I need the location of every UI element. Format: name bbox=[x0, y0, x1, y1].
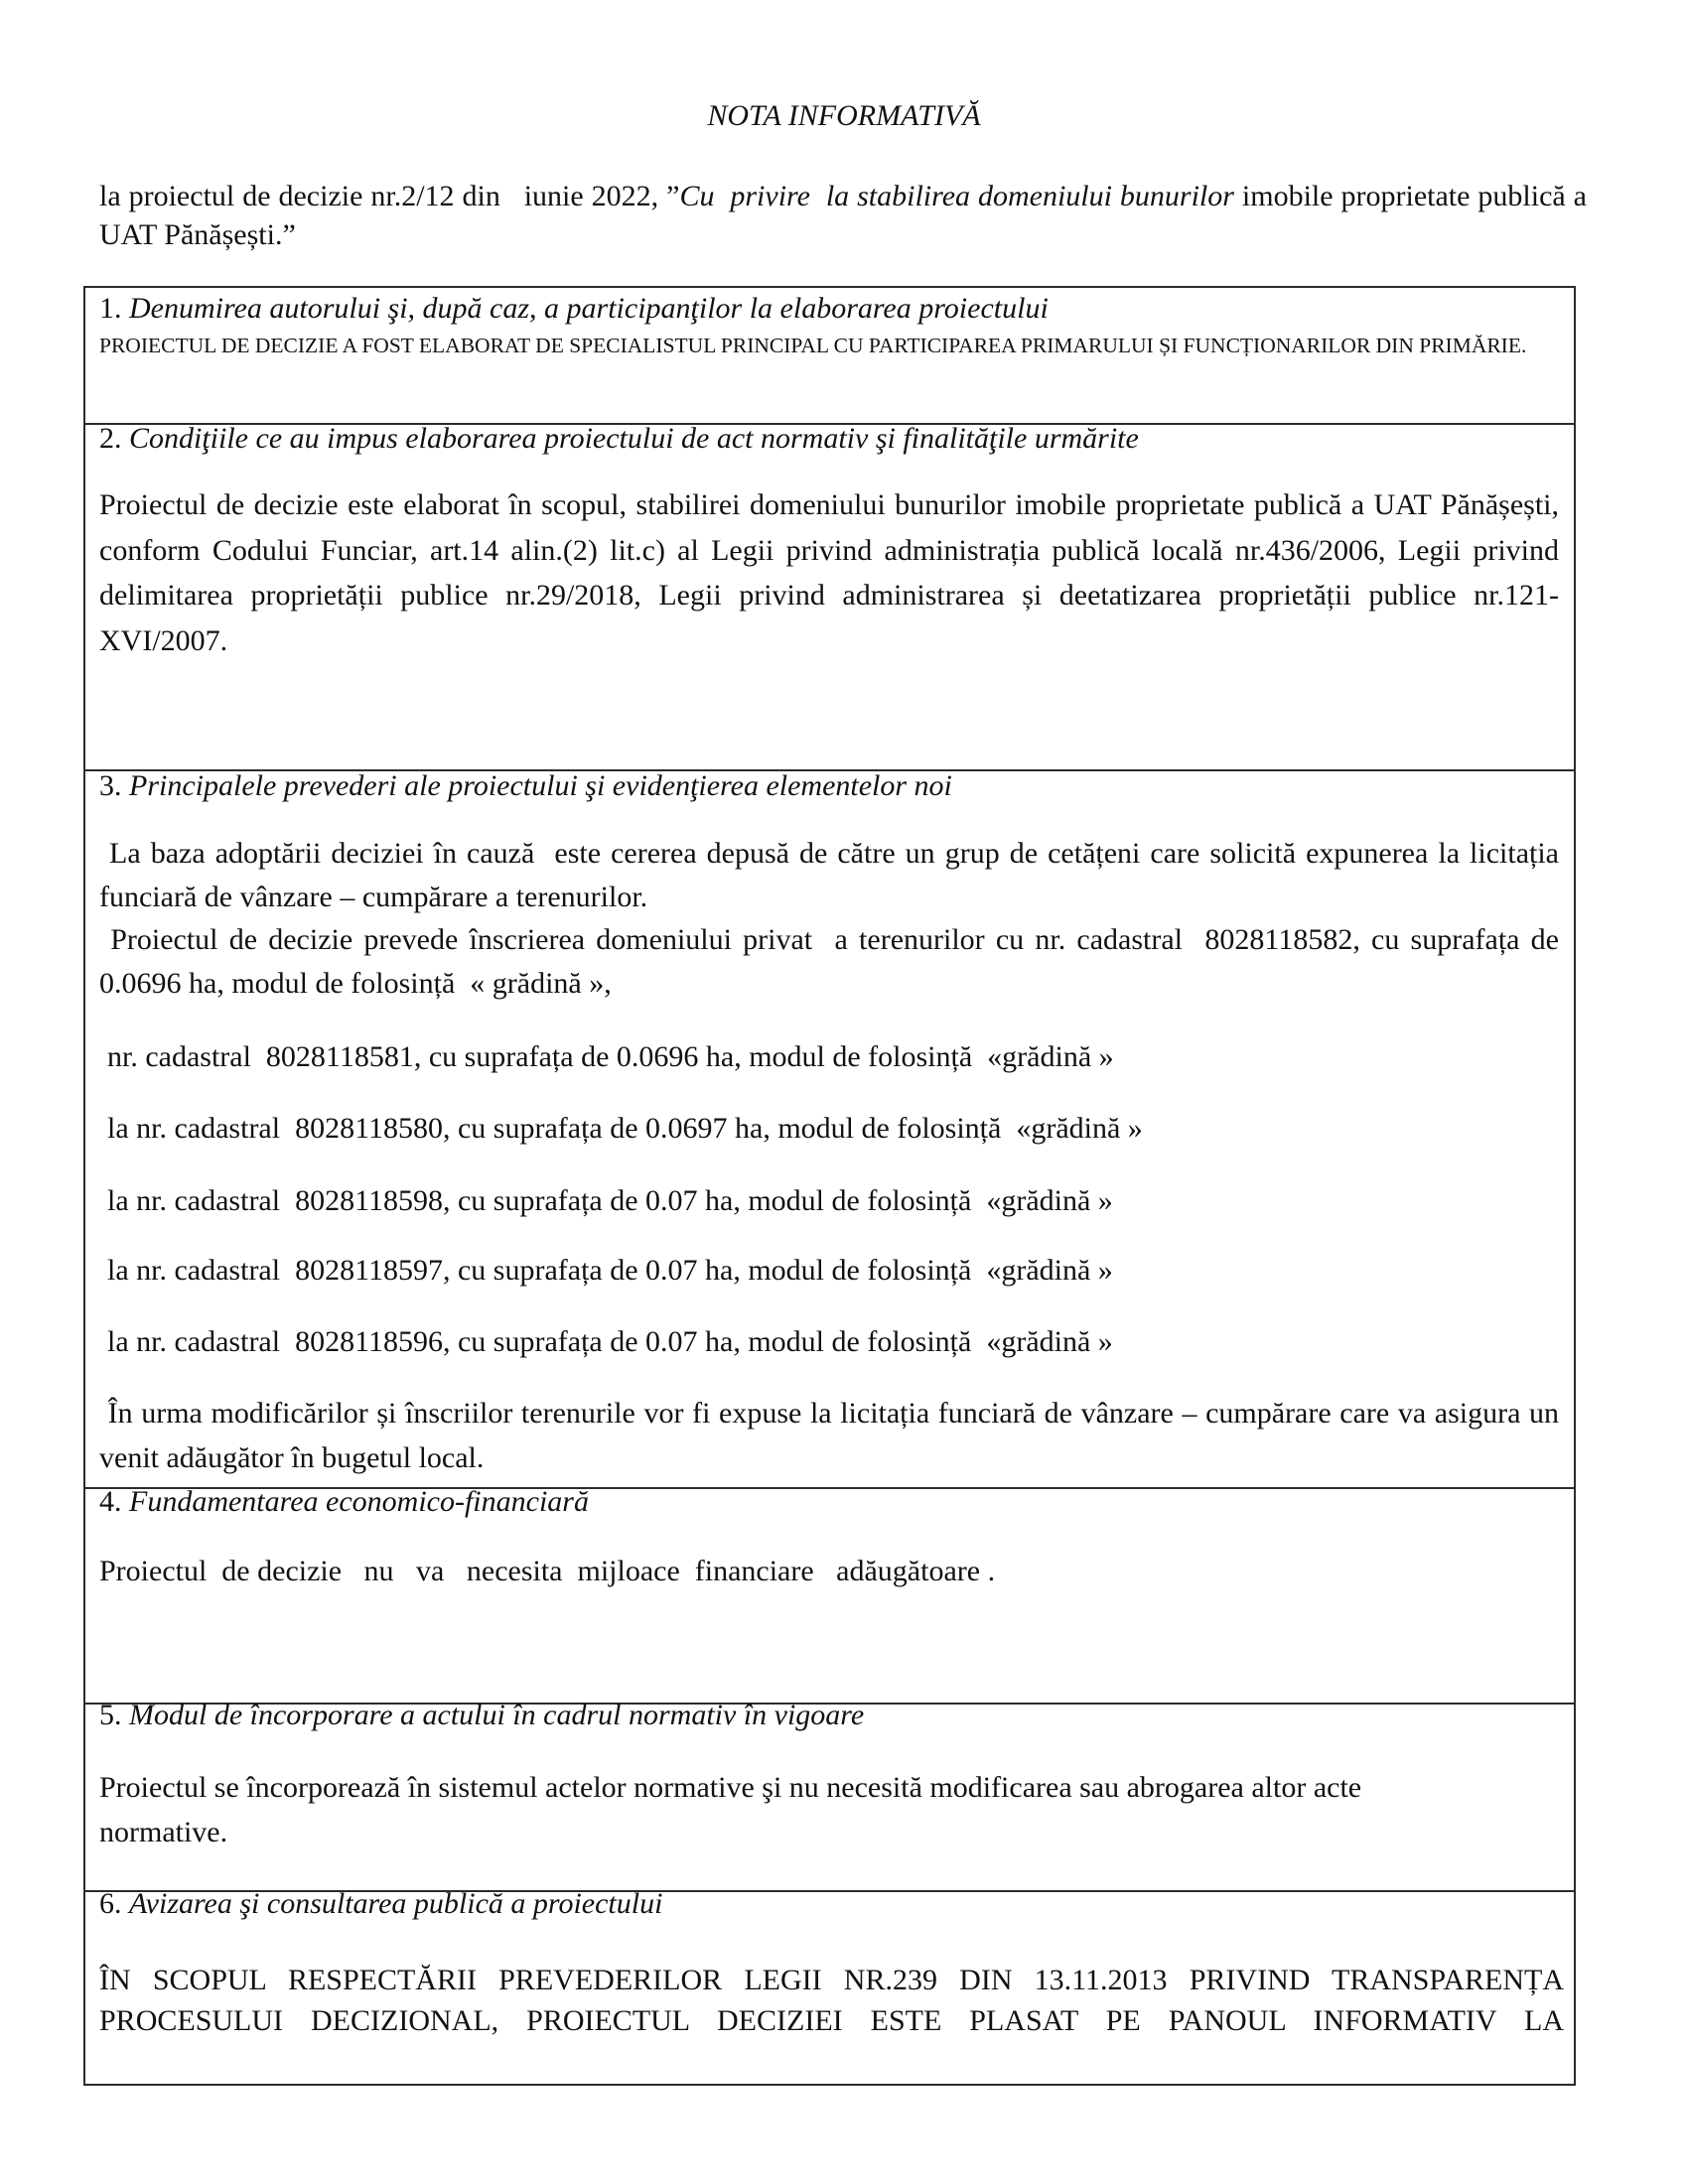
section-6-body: ÎN SCOPUL RESPECTĂRII PREVEDERILOR LEGII NR.239 DIN 13.11.2013 PRIVIND TRANSPARENȚA PROCESULUI DECIZIONAL, PROIECTUL DECIZIEI ESTE PLASAT PE PANOUL INFORMATIV LA bbox=[99, 1964, 1564, 2037]
section-number: 5. bbox=[99, 1699, 129, 1731]
section-4-heading bbox=[99, 1485, 589, 1519]
parcel-line: la nr. cadastral 8028118580, cu suprafața de 0.0697 ha, modul de folosință «grădină » bbox=[107, 1112, 1143, 1145]
section-title: Avizarea şi consultarea publică a proiectului bbox=[129, 1887, 663, 1920]
section-title: Denumirea autorului şi, după caz, a participanţilor la elaborarea proiectului bbox=[129, 292, 1049, 325]
section-title: Condiţiile ce au impus elaborarea proiectului de act normativ şi finalităţile urmărite bbox=[129, 422, 1139, 455]
parcel-line: la nr. cadastral 8028118598, cu suprafața de 0.07 ha, modul de folosință «grădină » bbox=[107, 1184, 1113, 1217]
section-title: Principalele prevederi ale proiectului şi evidenţierea elementelor noi bbox=[129, 769, 952, 802]
section-3-paragraph-2: Proiectul de decizie prevede înscrierea domeniului privat a terenurilor cu nr. cadastral 8028118582, cu suprafața de 0.0696 ha, modul de folosință « grădină », bbox=[99, 923, 1567, 1000]
section-number: 1. bbox=[99, 292, 129, 325]
section-3-paragraph-1: La baza adoptării deciziei în cauză este cererea depusă de către un grup de cetățeni care solicită expunerea la licitația funciară de vânzare – cumpărare a terenurilor. bbox=[99, 837, 1567, 913]
section-3-heading bbox=[99, 769, 952, 803]
section-4-body: Proiectul de decizie nu va necesita mijloace financiare adăugătoare . bbox=[99, 1555, 996, 1587]
parcel-line: la nr. cadastral 8028118596, cu suprafața de 0.07 ha, modul de folosință «grădină » bbox=[107, 1325, 1113, 1358]
section-number: 4. bbox=[99, 1485, 129, 1518]
section-1-heading bbox=[99, 292, 1049, 326]
section-6-heading bbox=[99, 1887, 662, 1921]
section-5-heading bbox=[99, 1699, 864, 1732]
section-2-heading bbox=[99, 422, 1139, 456]
intro-prefix: la proiectul de decizie nr.2/12 din iunie 2022, ” bbox=[99, 180, 680, 212]
parcel-line: nr. cadastral 8028118581, cu suprafața de 0.0696 ha, modul de folosință «grădină » bbox=[107, 1040, 1114, 1073]
section-title: Modul de încorporare a actului în cadrul normativ în vigoare bbox=[129, 1699, 865, 1731]
section-number: 2. bbox=[99, 422, 129, 455]
section-number: 6. bbox=[99, 1887, 129, 1920]
section-1-body: PROIECTUL DE DECIZIE A FOST ELABORAT DE SPECIALISTUL PRINCIPAL CU PARTICIPAREA PRIMARULUI ȘI FUNCȚIONARILOR DIN PRIMĂRIE. bbox=[99, 334, 1527, 357]
parcel-line: la nr. cadastral 8028118597, cu suprafața de 0.07 ha, modul de folosință «grădină » bbox=[107, 1254, 1113, 1287]
document-title: NOTA INFORMATIVĂ bbox=[707, 99, 981, 132]
intro-paragraph bbox=[99, 177, 1595, 254]
section-2-body: Proiectul de decizie este elaborat în scopul, stabilirei domeniului bunurilor imobile proprietate publică a UAT Pănășești, conform Codului Funciar, art.14 alin.(2) lit.c) al Legii privind administrația publică locală nr.436/2006, Legii privind delimitarea proprietății publice nr.29/2018, Legii privind administrarea și deetatizarea proprietății publice nr.121-XVI/2007. bbox=[99, 488, 1559, 657]
section-number: 3. bbox=[99, 769, 129, 802]
intro-suffix: imobile proprietate publică a UAT Pănășești.” bbox=[99, 180, 1595, 251]
section-5-body: Proiectul se încorporează în sistemul actelor normative şi nu necesită modificarea sau abrogarea altor acte normative. bbox=[99, 1771, 1362, 1848]
intro-italic-subject: Cu privire la stabilirea domeniului bunurilor bbox=[679, 180, 1234, 212]
section-title: Fundamentarea economico-financiară bbox=[129, 1485, 589, 1518]
section-3-conclusion: În urma modificărilor și înscriilor terenurile vor fi expuse la licitația funciară de vânzare – cumpărare care va asigura un venit adăugător în bugetul local. bbox=[99, 1397, 1567, 1474]
